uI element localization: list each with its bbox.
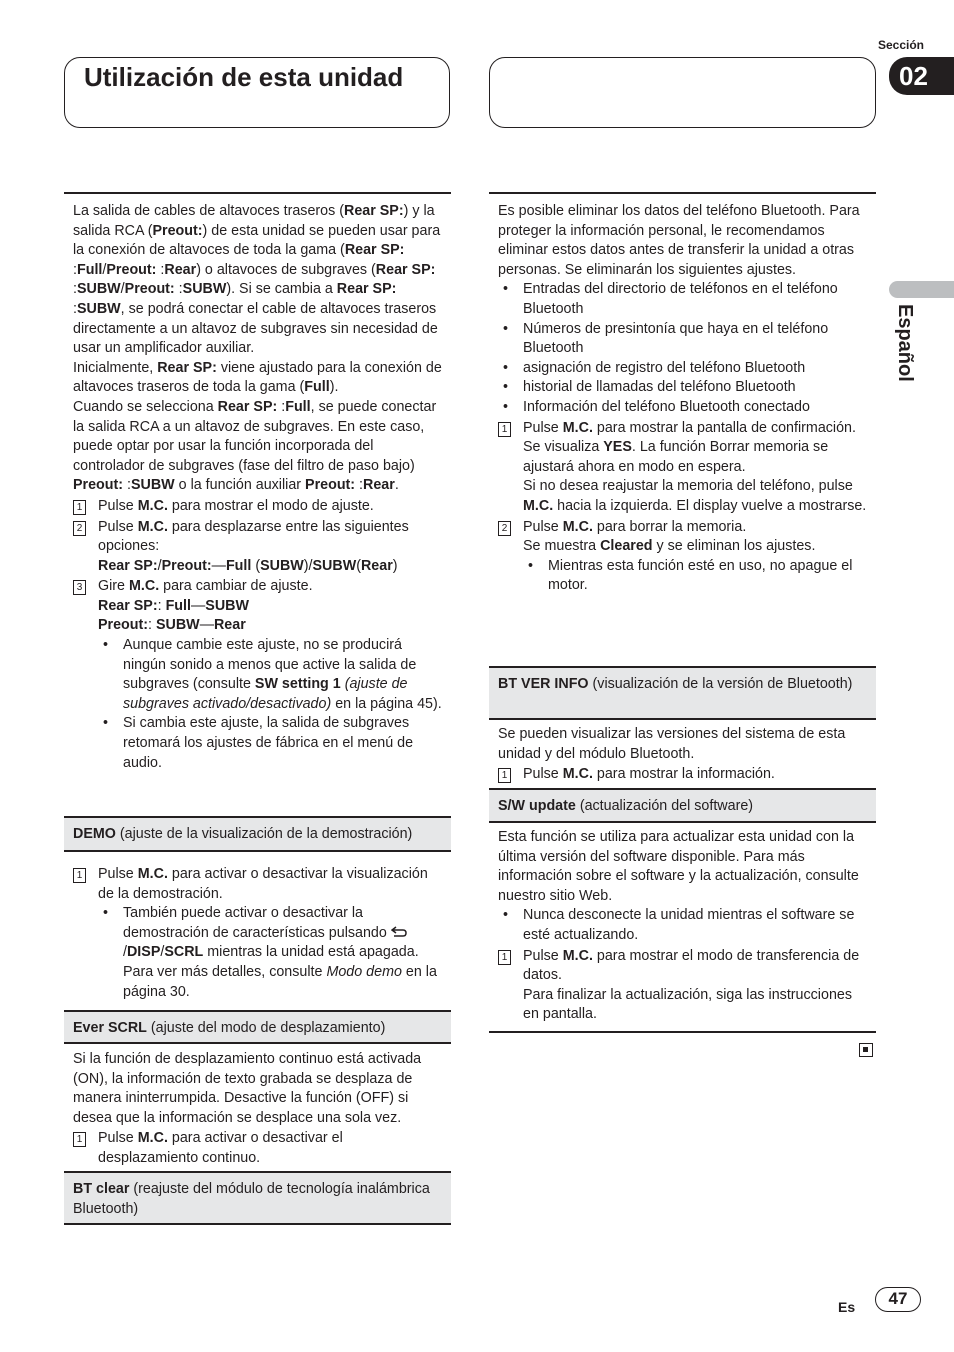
ever-scrl-content — [73, 1050, 443, 1169]
page-title: Utilización de esta unidad — [84, 62, 404, 92]
bullet-text: historial de llamadas del teléfono Bluetooth — [523, 379, 796, 396]
bullet: • Entradas del directorio de teléfonos en el teléfono Bluetooth — [498, 280, 867, 319]
step-2-options: Rear SP:/Preout:—Full (SUBW)/SUBW(Rear) — [98, 557, 398, 574]
step-number-1: 1 — [73, 1132, 86, 1147]
rear-sp-intro: La salida de cables de altavoces traseros (Rear SP:) y la salida RCA (Preout:) de esta unidad se pueden usar para la conexión de altavoces de toda la gama (Rear SP: :Full/Preout: :Rear) o altavoces de subgraves (Rear SP: :SUBW/Preout: :SUBW). Si se cambia a Rear SP: :SUBW, se podrá conectar el cable de altavoces traseros directamente a un altavoz de subgraves sin necesidad de usar un amplificador auxiliar. — [73, 203, 441, 357]
title-box — [64, 57, 450, 128]
step-1 — [498, 947, 868, 986]
bullet-text: Números de presintonía que haya en el teléfono Bluetooth — [523, 320, 829, 357]
section-number-tab: 02 — [889, 57, 954, 95]
rear-sp-initial: Inicialmente, Rear SP: viene ajustado para la conexión de altavoces traseros de toda la gama (Full). — [73, 359, 442, 396]
bullet-text: Entradas del directorio de teléfonos en el teléfono Bluetooth — [523, 281, 838, 317]
bullet: • Si cambia este ajuste, la salida de subgraves retomará los ajustes de fábrica en el menú de audio. — [73, 714, 442, 773]
sw-update-content — [498, 828, 868, 1025]
back-arrow-icon — [391, 926, 407, 937]
step-1 — [498, 765, 868, 785]
left-column — [64, 192, 451, 773]
step-text: Pulse M.C. para mostrar la pantalla de confirmación. — [523, 419, 856, 436]
sw-update-text: Esta función se utiliza para actualizar esta unidad con la última versión del software disponible. Para más información sobre el software y la actualización, consulte nuestro sitio Web. — [498, 829, 859, 904]
bullet: • Aunque cambie este ajuste, no se producirá ningún sonido a menos que active la salida de subgraves (consulte SW setting 1 (ajuste de subgraves activado/desactivado) en la página 45). — [73, 636, 442, 714]
step-text: Pulse M.C. para activar o desactivar el desplazamiento continuo. — [98, 1130, 343, 1166]
step-text: Gire M.C. para cambiar de ajuste. — [98, 578, 313, 595]
step-text: Pulse M.C. para mostrar la información. — [523, 766, 775, 783]
step-text: Pulse M.C. para borrar la memoria. — [523, 518, 747, 535]
language-label: Español — [894, 304, 916, 382]
right-column — [489, 192, 876, 596]
step-number-3: 3 — [73, 580, 86, 595]
demo-header: DEMO (ajuste de la visualización de la demostración) — [64, 816, 451, 852]
end-mark-icon — [859, 1043, 873, 1057]
step-1 — [73, 1129, 443, 1168]
step-2 — [73, 518, 442, 557]
bullet-text: Nunca desconecte la unidad mientras el software se esté actualizando. — [523, 907, 855, 943]
page-number: 47 — [875, 1287, 921, 1312]
header-empty-box — [489, 57, 876, 128]
step-number-1: 1 — [73, 868, 86, 883]
step-1 — [73, 497, 442, 517]
bullet: • historial de llamadas del teléfono Bluetooth — [498, 378, 867, 398]
bullet-text: Si cambia este ajuste, la salida de subgraves retomará los ajustes de fábrica en el menú de audio. — [123, 715, 414, 771]
step-1-cancel: Si no desea reajustar la memoria del teléfono, pulse M.C. hacia la izquierda. El display vuelve a mostrarse. — [523, 478, 867, 514]
bullet-text: También puede activar o desactivar la demostración de características pulsando /DISP/SCRL mientras la unidad está apagada. Para ver más detalles, consulte Modo demo en la página 30. — [123, 905, 437, 1000]
bullet: • asignación de registro del teléfono Bluetooth — [498, 359, 867, 379]
bullet: • Mientras esta función esté en uso, no apague el motor. — [498, 557, 867, 596]
language-tab — [889, 281, 954, 298]
bullet-text: Información del teléfono Bluetooth conectado — [523, 398, 810, 415]
step-text: Pulse M.C. para desplazarse entre las siguientes opciones: — [98, 518, 409, 555]
bt-ver-info-header: BT VER INFO (visualización de la versión de Bluetooth) — [489, 666, 876, 720]
demo-content — [73, 864, 443, 1002]
bt-clear-header: BT clear (reajuste del módulo de tecnología inalámbrica Bluetooth) — [64, 1171, 451, 1225]
bt-clear-intro: Es posible eliminar los datos del teléfono Bluetooth. Para proteger la información personal, le recomendamos eliminar estos datos antes de transferir la unidad a otras personas. Se eliminarán los siguientes ajustes. — [498, 203, 860, 278]
bottom-rule — [489, 1031, 876, 1033]
step-text: Pulse M.C. para mostrar el modo de ajuste. — [98, 497, 374, 514]
step-number-2: 2 — [73, 521, 86, 536]
right-content — [489, 194, 876, 596]
ever-scrl-header: Ever SCRL (ajuste del modo de desplazamiento) — [64, 1010, 451, 1044]
bullet: • Nunca desconecte la unidad mientras el software se esté actualizando. — [498, 906, 868, 945]
step-1-yes: Se visualiza YES. La función Borrar memoria se ajustará ahora en modo en espera. — [523, 439, 829, 475]
step-text: Pulse M.C. para activar o desactivar la visualización de la demostración. — [98, 866, 428, 902]
bt-ver-info-content — [498, 725, 868, 785]
bt-ver-info-text: Se pueden visualizar las versiones del sistema de esta unidad y del módulo Bluetooth. — [498, 726, 846, 762]
bullet: • Información del teléfono Bluetooth conectado — [498, 398, 867, 418]
sw-update-header: S/W update (actualización del software) — [489, 788, 876, 823]
step-number-1: 1 — [498, 422, 511, 437]
step-3 — [73, 577, 442, 597]
step-1 — [498, 419, 867, 439]
step-1 — [73, 865, 443, 904]
section-label: Sección — [877, 38, 925, 52]
bullet-text: asignación de registro del teléfono Bluetooth — [523, 359, 806, 376]
bullet: • También puede activar o desactivar la demostración de características pulsando /DISP/SCRL mientras la unidad está apagada. Para ver más detalles, consulte Modo demo en la página 30. — [73, 904, 443, 1002]
step-number-1: 1 — [498, 768, 511, 783]
bullet: • Números de presintonía que haya en el teléfono Bluetooth — [498, 320, 867, 359]
rear-sp-full: Cuando se selecciona Rear SP: :Full, se puede conectar la salida RCA a un altavoz de subgraves. En este caso, puede optar por usar la función incorporada del controlador de subgraves (fase del filtro de paso bajo) Preout: :SUBW o la función auxiliar Preout: :Rear. — [73, 398, 437, 494]
step-2 — [498, 518, 867, 538]
language-code: Es — [838, 1299, 856, 1315]
step-3-rear-sp: Rear SP:: Full—SUBW — [98, 597, 249, 614]
step-text: Pulse M.C. para mostrar el modo de transferencia de datos. — [523, 947, 860, 984]
step-number-1: 1 — [498, 950, 511, 965]
step-2-cleared: Se muestra Cleared y se eliminan los ajustes. — [523, 538, 816, 555]
ever-scrl-text: Si la función de desplazamiento continuo está activada (ON), la información de texto grabada se desplaza de manera ininterrumpida. Desactive la función (OFF) si desea que la información se desplace una sola vez. — [73, 1051, 422, 1126]
step-number-1: 1 — [73, 500, 86, 515]
left-content — [64, 194, 451, 773]
step-3-preout: Preout:: SUBW—Rear — [98, 617, 246, 634]
step-1-finish: Para finalizar la actualización, siga las instrucciones en pantalla. — [523, 986, 852, 1023]
bullet-text: Aunque cambie este ajuste, no se producirá ningún sonido a menos que active la salida de subgraves (consulte SW setting 1 (ajuste de subgraves activado/desactivado) en la página 45). — [123, 637, 442, 712]
step-number-2: 2 — [498, 521, 511, 536]
bullet-text: Mientras esta función esté en uso, no apague el motor. — [548, 557, 853, 594]
